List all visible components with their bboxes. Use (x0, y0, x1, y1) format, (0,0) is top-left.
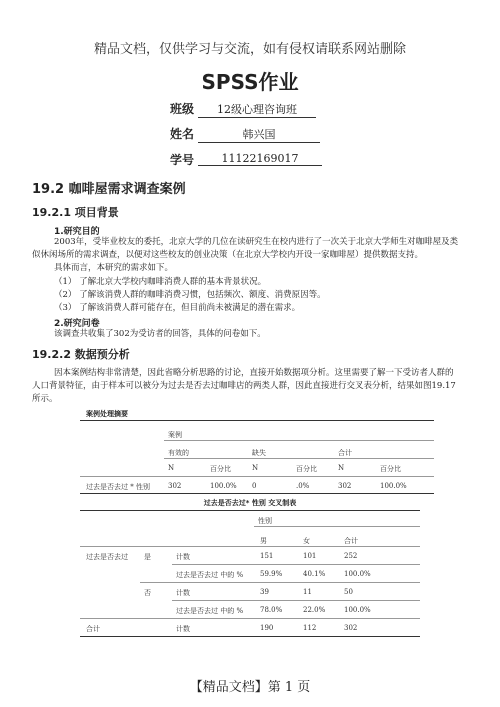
table2-pct-label: 过去是否去过 中的 % (176, 607, 244, 615)
table1-caption: 案例处理摘要 (86, 410, 128, 418)
table1-subheader-valid: 有效的 (168, 449, 189, 457)
table-cell: 50 (344, 588, 353, 596)
table-cell: 302 (338, 482, 352, 490)
table2-yes-label: 是 (144, 553, 151, 561)
analysis-para-line1: 因本案例结构非常清楚，因此省略分析思路的讨论，直接开始数据项分析。这里需要了解一下受访者人群的 (54, 368, 454, 378)
name-label: 姓名 (170, 127, 195, 141)
student-id-value: 11122169017 (198, 152, 322, 166)
section-heading-19-2: 19.2 咖啡屋需求调查案例 (32, 182, 186, 197)
table1-col-pct-total: 百分比 (380, 465, 401, 473)
table-cell: 100.0% (210, 482, 237, 490)
table2-group-header: 性别 (258, 517, 272, 525)
questionnaire-para: 该调查共收集了302为受访者的回答，具体的问卷如下。 (54, 329, 266, 339)
table-cell: 302 (168, 482, 182, 490)
table2-col-total: 合计 (344, 537, 358, 545)
list-item: （2） 了解该消费人群的咖啡消费习惯，包括频次、额度、消费原因等。 (54, 290, 326, 300)
analysis-para-line3: 所示。 (32, 394, 58, 404)
table2-count-label: 计数 (176, 625, 190, 633)
page-footer: 【精品文档】第 1 页 (189, 680, 311, 695)
table1-col-pct-valid: 百分比 (210, 465, 231, 473)
table2-var-label: 过去是否去过 (86, 553, 128, 561)
table-cell: 100.0% (344, 606, 371, 614)
table2-count-label: 计数 (176, 589, 190, 597)
table1-subheader-missing: 缺失 (252, 449, 266, 457)
table-cell: 112 (303, 624, 317, 632)
table2-pct-label: 过去是否去过 中的 % (176, 571, 244, 579)
table2-total-label: 合计 (86, 625, 100, 633)
table1-row-label: 过去是否去过 * 性别 (86, 483, 150, 491)
name-value: 韩兴国 (198, 126, 320, 143)
table-cell: 190 (260, 624, 274, 632)
table1-col-pct-missing: 百分比 (296, 465, 317, 473)
table-cell: 39 (260, 588, 269, 596)
analysis-para-line2: 人口背景特征，由于样本可以被分为过去是否去过咖啡店的两类人群，因此直接进行交叉表分析，结果如图19.17 (32, 381, 456, 391)
table2-no-label: 否 (144, 589, 151, 597)
table1-subheader-total: 合计 (338, 449, 352, 457)
table2-col-male: 男 (260, 537, 267, 545)
purpose-para-line1: 2003年，受毕业校友的委托，北京大学的几位在读研究生在校内进行了一次关于北京大学师生对咖啡屋及类 (54, 237, 459, 247)
purpose-para-line3: 具体而言，本研究的需求如下。 (54, 263, 174, 273)
page-title: SPSS作业 (201, 70, 299, 94)
section-heading-19-2-1: 19.2.1 项目背景 (32, 206, 119, 219)
table-cell: 22.0% (303, 606, 326, 614)
table1-col-n-total: N (338, 464, 345, 472)
table-cell: 11 (303, 588, 312, 596)
list-item: （1） 了解北京大学校内咖啡消费人群的基本背景状况。 (54, 277, 267, 287)
table2-count-label: 计数 (176, 553, 190, 561)
table-cell: 151 (260, 552, 274, 560)
section-heading-19-2-2: 19.2.2 数据预分析 (32, 348, 130, 361)
table-cell: 100.0% (344, 570, 371, 578)
table2-col-female: 女 (303, 537, 310, 545)
questionnaire-heading: 2.研究问卷 (54, 319, 100, 329)
class-value: 12级心理咨询班 (198, 101, 316, 118)
table-cell: 302 (344, 624, 358, 632)
table-cell: 101 (303, 552, 317, 560)
table-cell: .0% (296, 482, 310, 490)
purpose-para-line2: 似休闲场所的需求调查，以便对这些校友的创业决策（在北京大学校内开设一家咖啡屋）提供数据支持。 (32, 250, 424, 260)
table1-col-n-missing: N (252, 464, 259, 472)
student-id-label: 学号 (170, 153, 195, 167)
table-cell: 100.0% (380, 482, 407, 490)
class-label: 班级 (170, 102, 195, 116)
table-cell: 0 (252, 482, 257, 490)
table2-caption: 过去是否去过* 性别 交叉制表 (203, 499, 297, 507)
table-cell: 252 (344, 552, 358, 560)
table1-col-n-valid: N (168, 464, 175, 472)
purpose-heading: 1.研究目的 (54, 227, 100, 237)
header-note: 精品文档，仅供学习与交流，如有侵权请联系网站删除 (93, 42, 406, 57)
table-cell: 40.1% (303, 570, 326, 578)
table1-group-header: 案例 (168, 431, 182, 439)
list-item: （3） 了解该消费人群可能存在，但目前尚未被满足的潜在需求。 (54, 303, 301, 313)
table-cell: 78.0% (260, 606, 283, 614)
table-cell: 59.9% (260, 570, 283, 578)
